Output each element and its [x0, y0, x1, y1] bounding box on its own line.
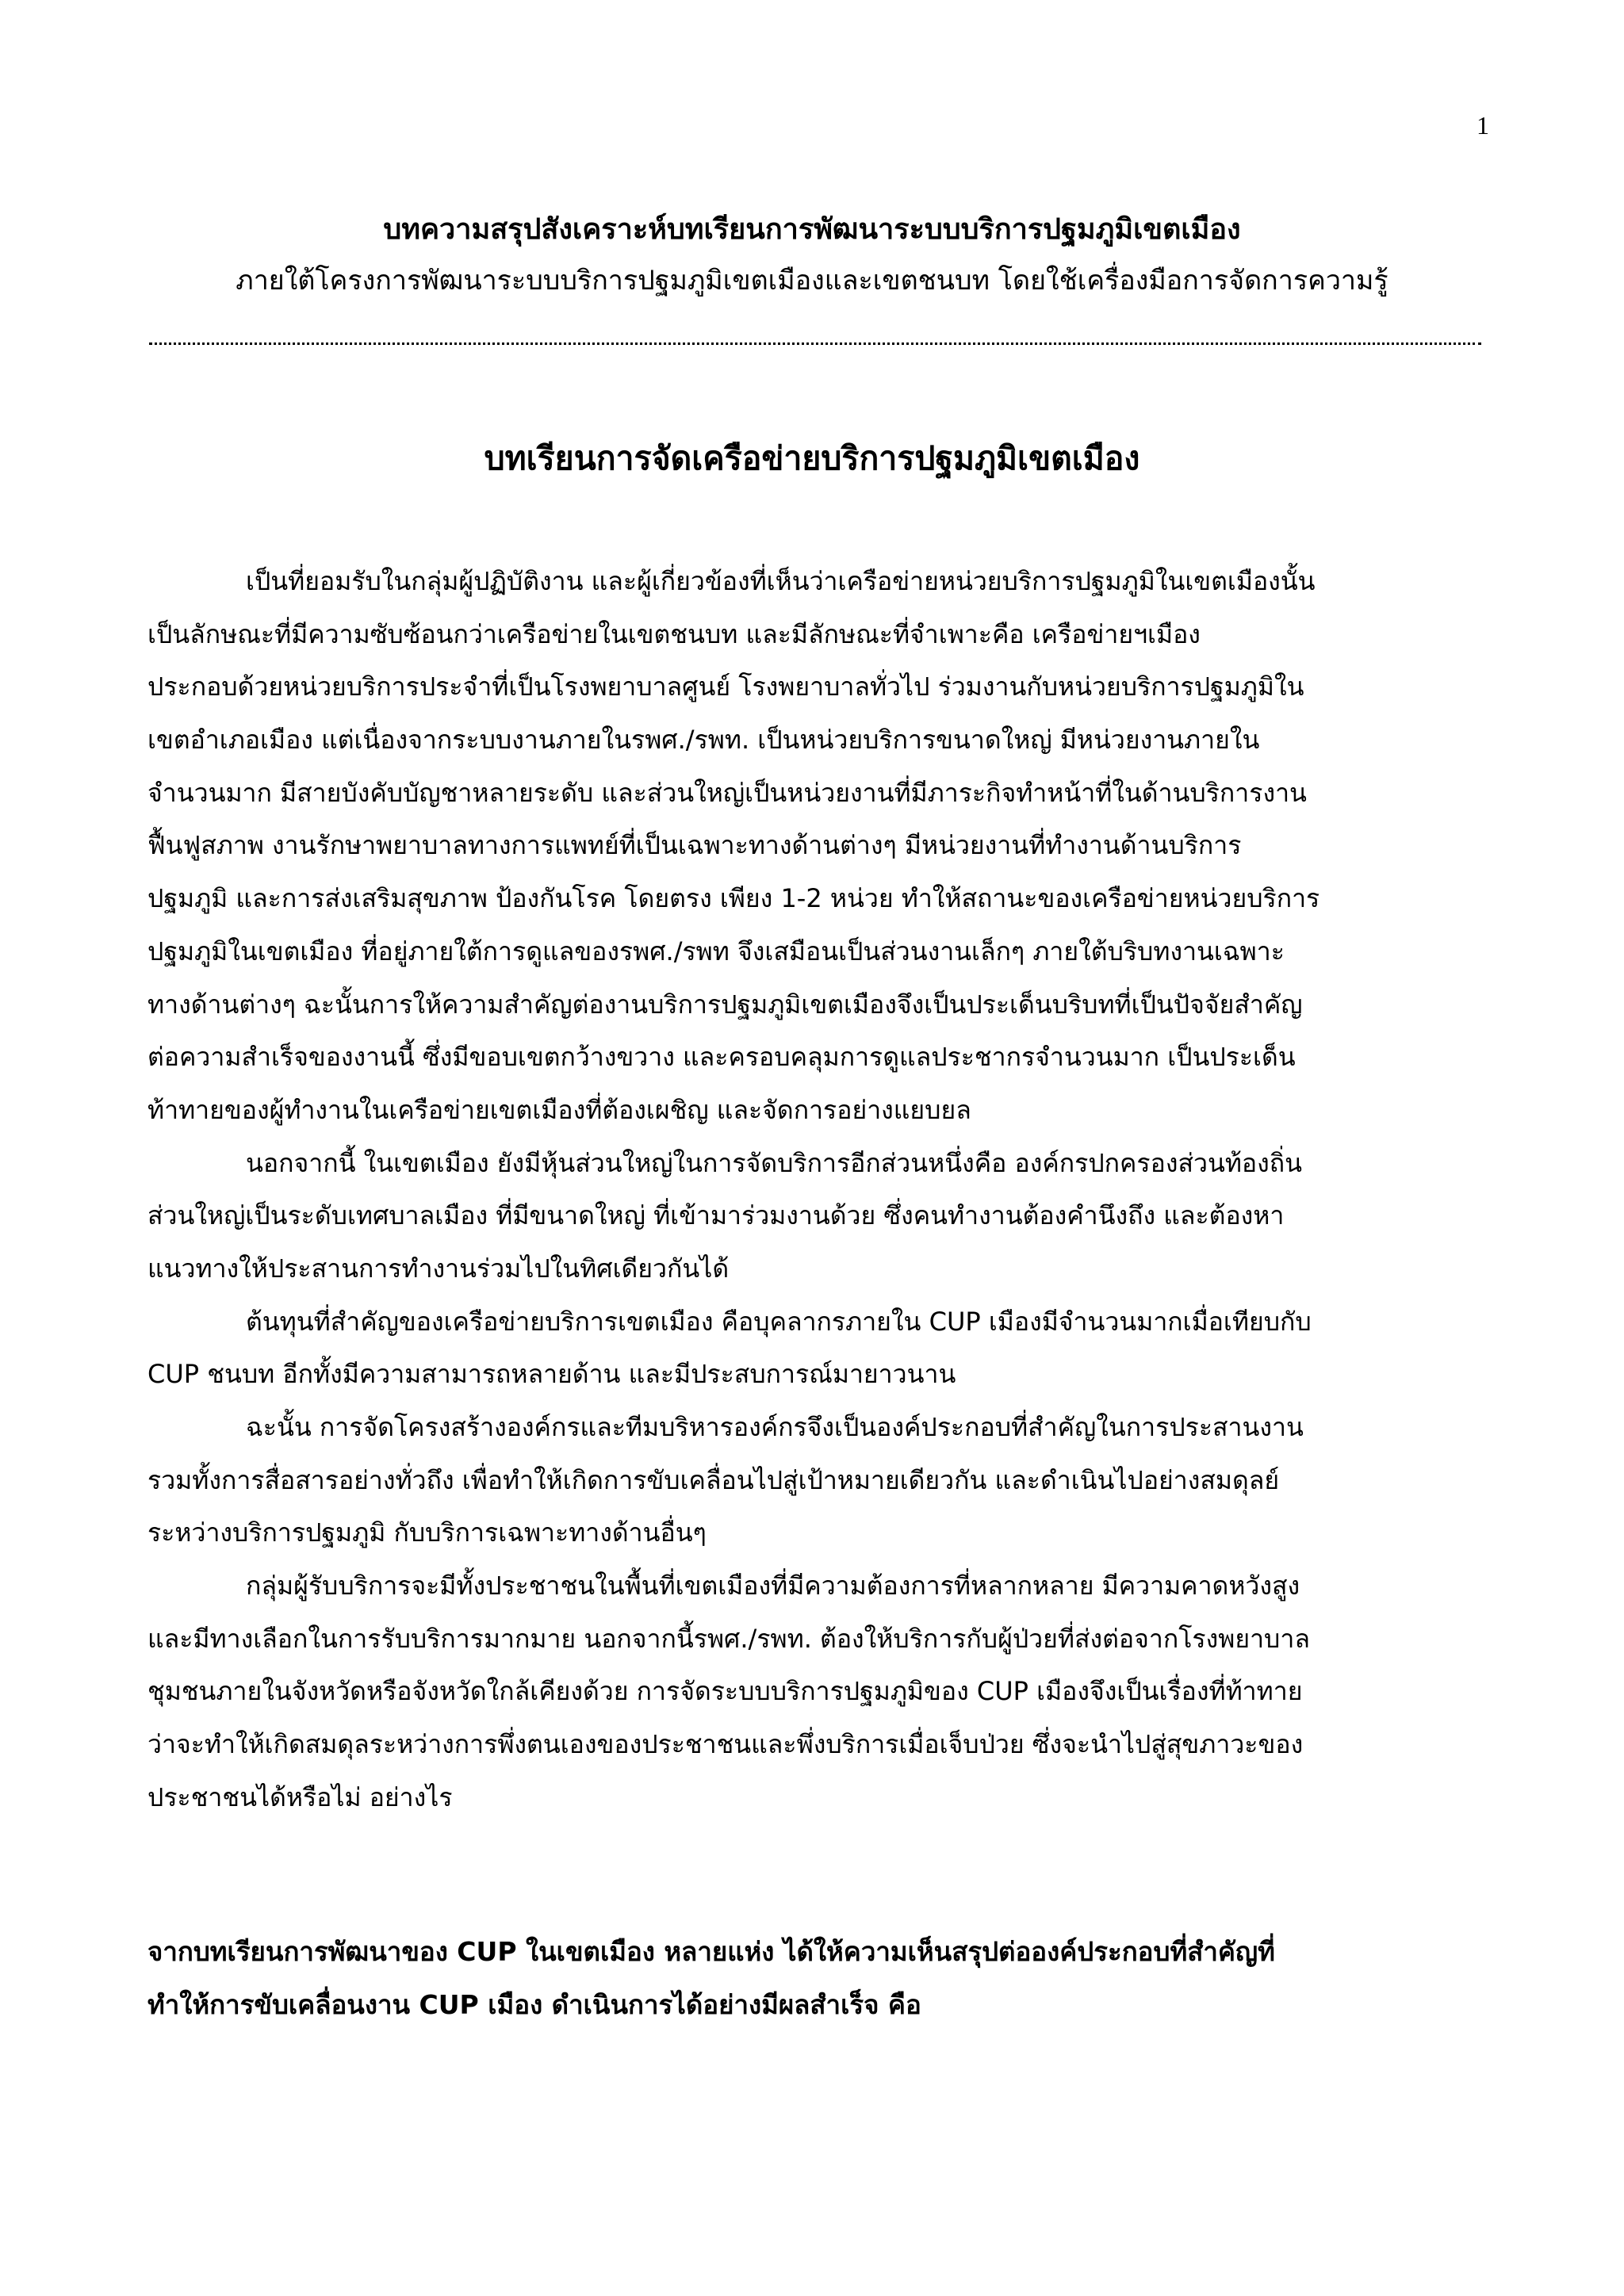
paragraph-line: ท้าทายของผู้ทำงานในเครือข่ายเขตเมืองที่ต้องเผชิญ และจัดการอย่างแยบยล [147, 1094, 971, 1125]
conclusion-statement [147, 1925, 1496, 2031]
document-title: บทความสรุปสังเคราะห์บทเรียนการพัฒนาระบบบริการปฐมภูมิเขตเมือง [383, 213, 1241, 246]
page-number: 1 [1477, 111, 1489, 140]
document-subtitle: ภายใต้โครงการพัฒนาระบบบริการปฐมภูมิเขตเมืองและเขตชนบท โดยใช้เครื่องมือการจัดการความรู้ [236, 265, 1388, 297]
paragraph-line: ต่อความสำเร็จของงานนี้ ซึ่งมีขอบเขตกว้างขวาง และครอบคลุมการดูแลประชากรจำนวนมาก เป็นประเด็น [147, 1042, 1296, 1073]
paragraph-line: ปฐมภูมิ และการส่งเสริมสุขภาพ ป้องกันโรค โดยตรง เพียง 1-2 หน่วย ทำให้สถานะของเครือข่ายหน่วยบริการ [147, 883, 1320, 914]
conclusion-line: จากบทเรียนการพัฒนาของ CUP ในเขตเมือง หลายแห่ง ได้ให้ความเห็นสรุปต่อองค์ประกอบที่สำคัญที่ [147, 1936, 1275, 1967]
paragraph-line: และมีทางเลือกในการรับบริการมากมาย นอกจากนี้รพศ./รพท. ต้องให้บริการกับผู้ป่วยที่ส่งต่อจากโรงพยาบาล [147, 1623, 1310, 1654]
paragraph-line: CUP ชนบท อีกทั้งมีความสามารถหลายด้าน และมีประสบการณ์มายาวนาน [147, 1359, 956, 1390]
paragraph-line: เป็นที่ยอมรับในกลุ่มผู้ปฏิบัติงาน และผู้เกี่ยวข้องที่เห็นว่าเครือข่ายหน่วยบริการปฐมภูมิในเขตเมืองนั้น [246, 566, 1316, 596]
paragraph-line: ประกอบด้วยหน่วยบริการประจำที่เป็นโรงพยาบาลศูนย์ โรงพยาบาลทั่วไป ร่วมงานกับหน่วยบริการปฐมภูมิใน [147, 672, 1304, 702]
conclusion-line: ทำให้การขับเคลื่อนงาน CUP เมือง ดำเนินการได้อย่างมีผลสำเร็จ คือ [147, 1989, 921, 2020]
paragraph-line: ว่าจะทำให้เกิดสมดุลระหว่างการพึ่งตนเองของประชาชนและพึ่งบริการเมื่อเจ็บป่วย ซึ่งจะนำไปสู่สุขภาวะของ [147, 1729, 1304, 1760]
paragraph-line: ฉะนั้น การจัดโครงสร้างองค์กรและทีมบริหารองค์กรจึงเป็นองค์ประกอบที่สำคัญในการประสานงาน [246, 1412, 1304, 1442]
paragraph-line: ต้นทุนที่สำคัญของเครือข่ายบริการเขตเมือง คือบุคลากรภายใน CUP เมืองมีจำนวนมากเมื่อเทียบกับ [246, 1306, 1312, 1337]
paragraph-line: แนวทางให้ประสานการทำงานร่วมไปในทิศเดียวกันได้ [147, 1253, 730, 1284]
body-text [147, 555, 1488, 1824]
paragraph-line: นอกจากนี้ ในเขตเมือง ยังมีหุ้นส่วนใหญ่ในการจัดบริการอีกส่วนหนึ่งคือ องค์กรปกครองส่วนท้องถิ่น [246, 1147, 1302, 1178]
paragraph-line: รวมทั้งการสื่อสารอย่างทั่วถึง เพื่อทำให้เกิดการขับเคลื่อนไปสู่เป้าหมายเดียวกัน และดำเนินไปอย่างสมดุลย์ [147, 1464, 1280, 1495]
paragraph-line: ชุมชนภายในจังหวัดหรือจังหวัดใกล้เคียงด้วย การจัดระบบบริการปฐมภูมิของ CUP เมืองจึงเป็นเรื่องที่ท้าทาย [147, 1676, 1303, 1707]
dotted-divider [149, 342, 1481, 345]
paragraph-line: กลุ่มผู้รับบริการจะมีทั้งประชาชนในพื้นที่เขตเมืองที่มีความต้องการที่หลากหลาย มีความคาดหวังสูง [246, 1571, 1300, 1601]
section-heading: บทเรียนการจัดเครือข่ายบริการปฐมภูมิเขตเมือง [484, 439, 1140, 477]
paragraph-line: ส่วนใหญ่เป็นระดับเทศบาลเมือง ที่มีขนาดใหญ่ ที่เข้ามาร่วมงานด้วย ซึ่งคนทำงานต้องคำนึงถึง และต้องหา [147, 1200, 1285, 1231]
paragraph-line: จำนวนมาก มีสายบังคับบัญชาหลายระดับ และส่วนใหญ่เป็นหน่วยงานที่มีภาระกิจทำหน้าที่ในด้านบริการงาน [147, 777, 1307, 808]
paragraph-line: เขตอำเภอเมือง แต่เนื่องจากระบบงานภายในรพศ./รพท. เป็นหน่วยบริการขนาดใหญ่ มีหน่วยงานภายใน [147, 725, 1260, 756]
paragraph-line: ปฐมภูมิในเขตเมือง ที่อยู่ภายใต้การดูแลของรพศ./รพท จึงเสมือนเป็นส่วนงานเล็กๆ ภายใต้บริบทงานเฉพาะ [147, 936, 1285, 966]
paragraph-line: เป็นลักษณะที่มีความซับซ้อนกว่าเครือข่ายในเขตชนบท และมีลักษณะที่จำเพาะคือ เครือข่ายฯเมือง [147, 618, 1201, 649]
paragraph-line: ทางด้านต่างๆ ฉะนั้นการให้ความสำคัญต่องานบริการปฐมภูมิเขตเมืองจึงเป็นประเด็นบริบทที่เป็นปัจจัยสำคัญ [147, 989, 1303, 1020]
paragraph-line: ฟื้นฟูสภาพ งานรักษาพยาบาลทางการแพทย์ที่เป็นเฉพาะทางด้านต่างๆ มีหน่วยงานที่ทำงานด้านบริการ [147, 830, 1242, 861]
paragraph-line: ประชาชนได้หรือไม่ อย่างไร [147, 1781, 453, 1812]
paragraph-line: ระหว่างบริการปฐมภูมิ กับบริการเฉพาะทางด้านอื่นๆ [147, 1517, 707, 1548]
document-header [127, 205, 1497, 306]
